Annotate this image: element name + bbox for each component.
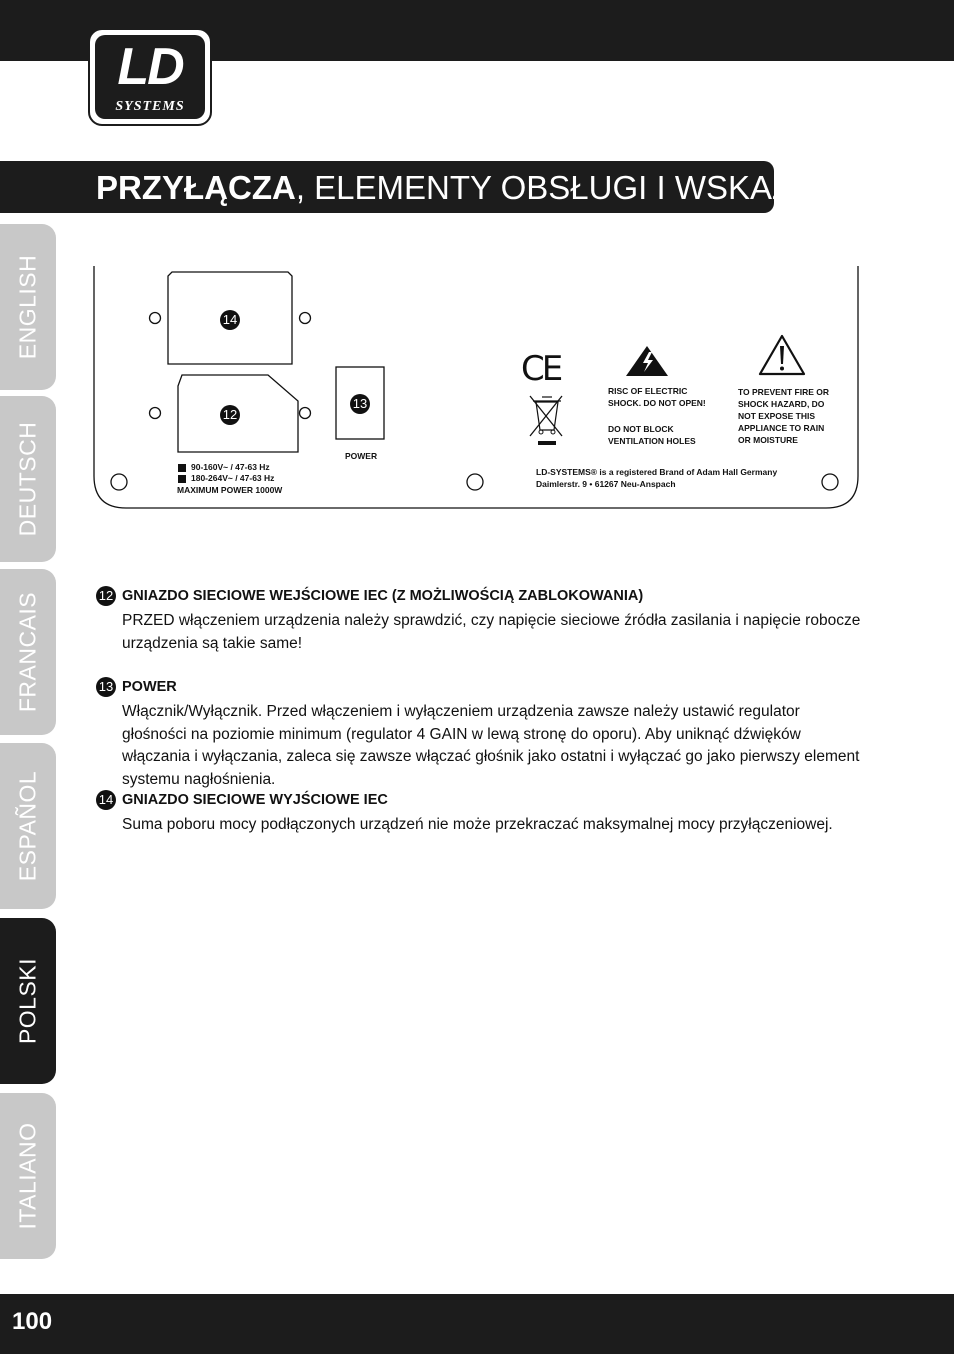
voltage-line-2: 180-264V~ / 47-63 Hz: [191, 473, 275, 483]
tab-francais-label: FRANCAIS: [14, 591, 41, 713]
ce-mark: CE: [521, 349, 561, 389]
tab-english-label: ENGLISH: [14, 254, 41, 360]
warning-fire-line-2: SHOCK HAZARD, DO: [738, 399, 825, 409]
page-title-rest: , ELEMENTY OBSŁUGI I WSKAŹNIKI:: [295, 169, 866, 206]
socket-screw: [150, 408, 161, 419]
section-14-heading: GNIAZDO SIECIOWE WYJŚCIOWE IEC: [122, 792, 388, 808]
warning-fire-line-4: APPLIANCE TO RAIN: [738, 423, 825, 433]
switch-13-number: 13: [350, 394, 370, 414]
socket-12-number: 12: [220, 405, 240, 425]
socket-screw: [300, 313, 311, 324]
warning-fire-line-5: OR MOISTURE: [738, 435, 798, 445]
panel-screw: [822, 474, 838, 490]
page-title: [96, 166, 866, 210]
socket-screw: [300, 408, 311, 419]
socket-screw: [150, 313, 161, 324]
page-number: 100: [12, 1308, 53, 1335]
tab-polski-label: POLSKI: [14, 957, 41, 1045]
socket-14-number: 14: [220, 310, 240, 330]
panel-screw: [111, 474, 127, 490]
section-14-body: Suma poboru mocy podłączonych urządzeń nie może przekraczać maksymalnej mocy przyłączeniowej.: [122, 816, 833, 833]
section-12-body: PRZED włączeniem urządzenia należy sprawdzić, czy napięcie sieciowe źródła zasilania i napięcie robocze urządzenia są takie same!: [122, 612, 861, 652]
logo-ld-text: LD: [117, 38, 183, 96]
tab-polski[interactable]: [0, 918, 56, 1084]
ld-systems-logo: [88, 28, 212, 126]
voltage-box: [178, 475, 186, 483]
tab-espanol[interactable]: [0, 743, 56, 909]
warning-vent-line-2: VENTILATION HOLES: [608, 436, 696, 446]
caution-warning-icon: [760, 336, 804, 374]
tab-italiano[interactable]: [0, 1093, 56, 1259]
warning-vent-line-1: DO NOT BLOCK: [608, 424, 674, 434]
section-13-number: 13: [96, 677, 116, 697]
tab-deutsch[interactable]: [0, 396, 56, 562]
logo-systems-text: SYSTEMS: [115, 99, 185, 114]
warning-shock-line-1: RISC OF ELECTRIC: [608, 386, 688, 396]
section-12-number: 12: [96, 586, 116, 606]
brand-info-line-2: Daimlerstr. 9 • 61267 Neu-Anspach: [536, 479, 676, 489]
warning-fire-line-3: NOT EXPOSE THIS: [738, 411, 815, 421]
page-title-bold: PRZYŁĄCZA: [96, 169, 296, 206]
tab-italiano-label: ITALIANO: [14, 1122, 41, 1230]
panel-screw: [467, 474, 483, 490]
power-switch-label: POWER: [345, 451, 378, 461]
shock-warning-icon: [626, 346, 668, 376]
voltage-line-1: 90-160V~ / 47-63 Hz: [191, 462, 270, 472]
tab-espanol-label: ESPAÑOL: [14, 770, 41, 882]
warning-shock-line-2: SHOCK. DO NOT OPEN!: [608, 398, 706, 408]
weee-bin-icon: [530, 396, 562, 445]
section-13-body: Włącznik/Wyłącznik. Przed włączeniem i wyłączeniem urządzenia zawsze należy ustawić regulator głośności na poziomie minimum (regulator 4 GAIN w lewą stronę do oporu). Aby uniknąć dźwięków włączania i wyłączania, zaleca się zawsze włączać głośnik jako ostatni i wyłączać go jako pierwszy element systemu nagłośnienia.: [122, 703, 860, 788]
warning-fire-line-1: TO PREVENT FIRE OR: [738, 387, 829, 397]
section-12-heading: GNIAZDO SIECIOWE WEJŚCIOWE IEC (Z MOŻLIWOŚCIĄ ZABLOKOWANIA): [122, 588, 644, 604]
section-14-number: 14: [96, 790, 116, 810]
voltage-box: [178, 464, 186, 472]
rear-panel-diagram: [92, 266, 860, 512]
tab-francais[interactable]: [0, 569, 56, 735]
section-13-heading: POWER: [122, 679, 177, 695]
bottom-bar: [0, 1294, 954, 1354]
max-power-label: MAXIMUM POWER 1000W: [177, 485, 283, 495]
tab-deutsch-label: DEUTSCH: [14, 421, 41, 537]
brand-info-line-1: LD-SYSTEMS® is a registered Brand of Adam Hall Germany: [536, 467, 778, 477]
tab-english[interactable]: [0, 224, 56, 390]
